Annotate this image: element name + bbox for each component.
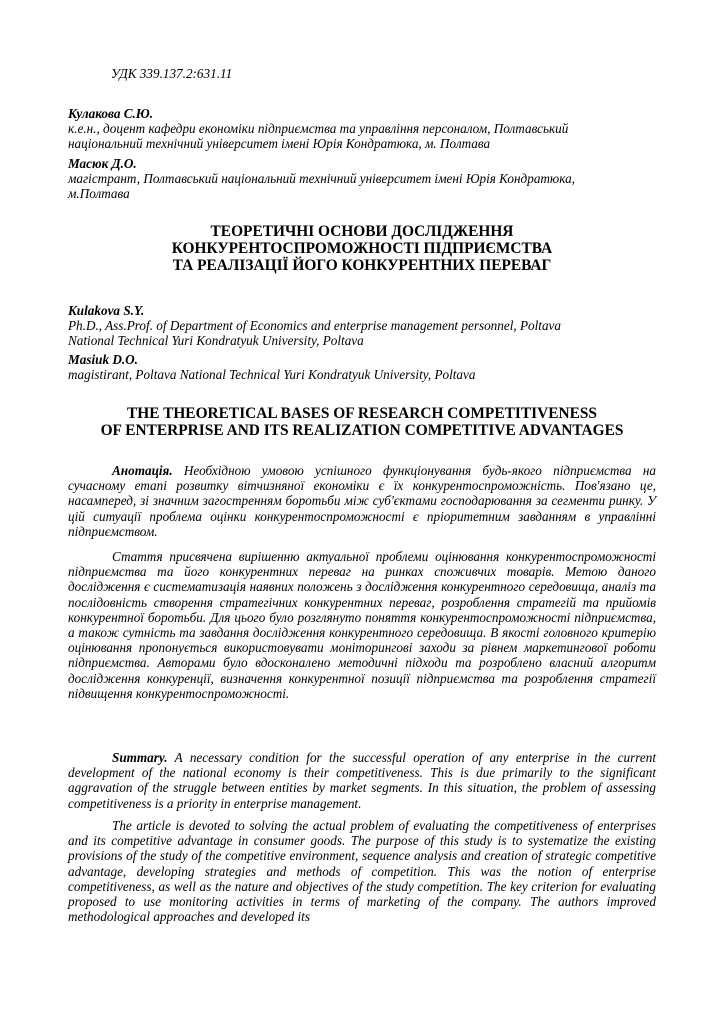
title-ua-line-1: ТЕОРЕТИЧНІ ОСНОВИ ДОСЛІДЖЕННЯ xyxy=(210,223,514,240)
author-ua-1 xyxy=(68,106,656,152)
author-ua-1-affiliation-line-2: національний технічний університет імені Юрія Кондратюка, м. Полтава xyxy=(68,136,491,152)
title-ua-line-3: ТА РЕАЛІЗАЦІЇ ЙОГО КОНКУРЕНТНИХ ПЕРЕВАГ xyxy=(172,257,552,275)
author-en-1 xyxy=(68,303,656,349)
title-en-line-1: THE THEORETICAL BASES OF RESEARCH COMPETITIVENESS xyxy=(127,405,597,422)
author-ua-1-affiliation-line-1: к.е.н., доцент кафедри економіки підприємства та управління персоналом, Полтавський xyxy=(68,121,569,137)
title-en xyxy=(60,405,664,439)
author-ua-2-name: Масюк Д.О. xyxy=(68,156,137,171)
author-en-2 xyxy=(68,352,656,382)
summary-en-label: Summary. xyxy=(112,750,168,765)
abstract-ua-label: Анотація. xyxy=(112,463,173,478)
author-en-1-name: Kulakova S.Y. xyxy=(68,303,145,318)
summary-en-paragraph-1 xyxy=(68,750,656,811)
author-ua-2-affiliation-line-2: м.Полтава xyxy=(68,186,130,202)
title-en-line-2: OF ENTERPRISE AND ITS REALIZATION COMPETITIVE ADVANTAGES xyxy=(100,422,624,440)
abstract-ua-text-1: Необхідною умовою успішного функціонування будь-якого підприємства на сучасному етапі розвитку вітчизняної економіки є їх конкурентоспроможність. Пов'язано це, насамперед, зі значним загостренням боротьби між суб'єктами господарювання за сегменти ринку. У цій ситуації проблема оцінки конкурентоспроможності є пріоритетним завданням в управлінні підприємством. xyxy=(68,463,656,539)
author-en-1-affiliation-line-2: National Technical Yuri Kondratyuk University, Poltava xyxy=(68,333,364,349)
abstract-ua-paragraph-1 xyxy=(68,463,656,539)
author-en-2-name: Masiuk D.O. xyxy=(68,352,138,367)
udc-code: УДК 339.137.2:631.11 xyxy=(111,66,233,81)
summary-en-text-1: A necessary condition for the successful operation of any enterprise in the current development of the national economy is their competitiveness. This is due primarily to the significant aggravation of the struggle between entities by market segments. In this situation, the problem of assessing competitiveness is a priority in enterprise management. xyxy=(68,750,656,811)
author-en-1-affiliation-line-1: Ph.D., Ass.Prof. of Department of Economics and enterprise management personnel, Poltava xyxy=(68,318,561,334)
summary-en-text-2: The article is devoted to solving the actual problem of evaluating the competitiveness of enterprises and its competitive advantage in consumer goods. The purpose of this study is to systematize the existing provisions of the study of the competitive environment, sequence analysis and creation of strategic competitive advantage, developing strategies and methods of competition. This was the notion of enterprise competitiveness, as well as the nature and objectives of the study competition. The key criterion for evaluating proposed to use monitoring activities in terms of marketing of the company. The authors improved methodological approaches and developed its xyxy=(68,818,656,925)
title-ua-line-2: КОНКУРЕНТОСПРОМОЖНОСТІ ПІДПРИЄМСТВА xyxy=(171,240,553,258)
summary-en-paragraph-2 xyxy=(68,818,656,924)
abstract-ua-text-2: Стаття присвячена вирішенню актуальної проблеми оцінювання конкурентоспроможності підприємства та його конкурентних переваг на ринках споживчих товарів. Метою даного дослідження є систематизація наявних положень з дослідження конкурентного середовища, аналіз та послідовність створення стратегічних конкурентних переваг, розроблення стратегій та прийомів конкурентної боротьби. Для цього було розглянуто поняття конкурентоспроможності підприємства, а також сутність та завдання дослідження конкурентного середовища. В якості головного критерію оцінювання пропонується використовувати моніторингові заходи за рівнем маркетингової роботи підприємства. Авторами було вдосконалено методичні підходи та розроблено власний алгоритм дослідження конкуренції, визначення конкурентної позиції підприємства та розроблення стратегії підвищення конкурентоспроможності. xyxy=(68,549,656,701)
author-ua-2 xyxy=(68,156,656,202)
title-ua xyxy=(60,223,664,275)
abstract-ua-paragraph-2 xyxy=(68,549,656,701)
author-ua-2-affiliation-line-1: магістрант, Полтавський національний технічний університет імені Юрія Кондратюка, xyxy=(68,171,575,187)
author-ua-1-name: Кулакова С.Ю. xyxy=(68,106,154,121)
author-en-2-affiliation-line-1: magistirant, Poltava National Technical Yuri Kondratyuk University, Poltava xyxy=(68,367,476,383)
